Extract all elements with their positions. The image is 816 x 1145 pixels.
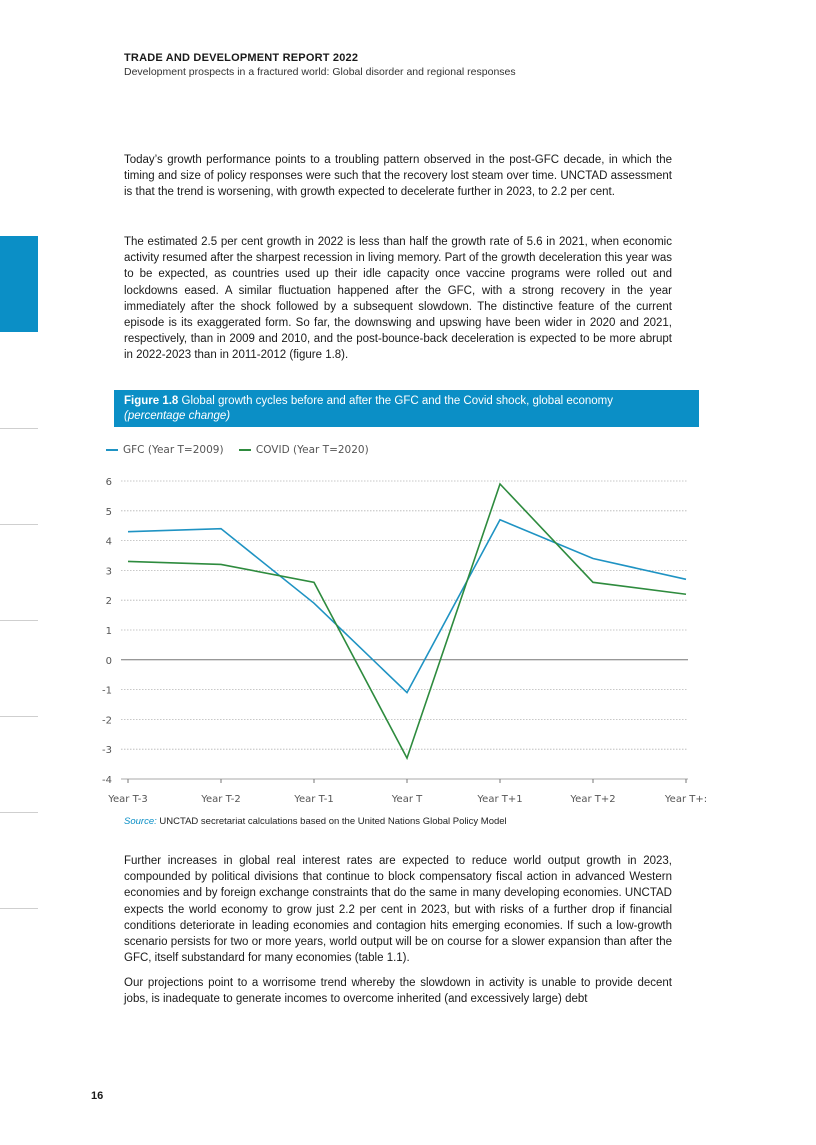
series-line-covid <box>128 484 686 758</box>
y-tick-label: 2 <box>105 596 112 608</box>
y-tick-label: -4 <box>102 775 112 786</box>
body-paragraph: Further increases in global real interest rates are expected to reduce world output growth in 2023, compounded by political divisions that continue to block compensatory fiscal action in advanced Western economies and by foreign exchange constraints that do the same in many developing economies. UNCTAD expects the world economy to grow just 2.2 per cent in 2023, but with risks of a further drop if financial conditions deteriorate in leading economies and contagion hits emerging economies. If such a low-growth scenario persists for two or more years, world output will be on course for a slower expansion than after the GFC, itself substandard for many economies (table 1.1). <box>124 855 672 965</box>
page-number: 16 <box>91 1090 104 1102</box>
y-tick-label: -1 <box>102 685 112 697</box>
side-divider <box>0 908 38 909</box>
legend-label-covid: COVID (Year T=2020) <box>255 444 369 456</box>
x-tick-label: Year T+1 <box>477 794 523 805</box>
body-paragraph: Today’s growth performance points to a troubling pattern observed in the post-GFC decade, in which the timing and size of policy responses were such that the recovery lost steam over time. UNCTAD assessment is that the trend is worsening, with growth expected to decelerate further in 2023, to 2.2 per cent. <box>124 154 672 199</box>
figure-unit: (percentage change) <box>124 410 231 422</box>
side-divider <box>0 812 38 813</box>
figure-label: Figure 1.8 <box>124 395 179 407</box>
body-paragraph: Our projections point to a worrisome trend whereby the slowdown in activity is unable to provide decent jobs, is inadequate to generate incomes to overcome inherited (and excessively large) debt <box>124 977 672 1006</box>
x-tick-label: Year T+: <box>664 794 708 805</box>
x-tick-label: Year T-1 <box>294 794 334 805</box>
x-tick-label: Year T <box>391 794 423 805</box>
figure-title: Global growth cycles before and after the GFC and the Covid shock, global economy <box>178 395 614 407</box>
body-paragraph: The estimated 2.5 per cent growth in 2022 is less than half the growth rate of 5.6 in 2021, when economic activity resumed after the sharpest recession in living memory. Part of the growth deceleration this year was to be expected, as countries used up their idle capacity once vaccine programs were rolled out and lockdowns eased. A similar fluctuation happened after the GFC, with a strong recovery in the year immediately after the shock followed by a subsequent slowdown. The distinctive feature of the current episode is its exaggerated form. So far, the downswing and upswing have been wider in 2020 and 2021, respectively, than in 2009 and 2010, and the post-bounce-back deceleration is expected to be more abrupt in 2022-2023 than in 2011-2012 (figure 1.8). <box>124 236 672 362</box>
x-tick-label: Year T+2 <box>570 794 616 805</box>
y-tick-label: -3 <box>102 745 112 757</box>
report-title: TRADE AND DEVELOPMENT REPORT 2022 <box>124 52 359 64</box>
y-tick-label: 1 <box>105 626 112 637</box>
y-tick-label: 5 <box>105 506 112 518</box>
y-tick-label: 4 <box>105 536 112 548</box>
figure-source <box>124 816 507 827</box>
y-tick-label: 3 <box>105 566 112 578</box>
report-subtitle: Development prospects in a fractured world: Global disorder and regional responses <box>124 66 516 78</box>
source-text: UNCTAD secretariat calculations based on the United Nations Global Policy Model <box>156 816 507 827</box>
y-tick-label: -2 <box>102 715 112 727</box>
x-tick-label: Year T-2 <box>201 794 241 805</box>
x-tick-label: Year T-3 <box>108 794 148 805</box>
source-label: Source: <box>124 816 157 827</box>
y-tick-label: 0 <box>105 655 112 667</box>
legend-label-gfc: GFC (Year T=2009) <box>123 444 224 456</box>
series-line-gfc <box>128 520 686 693</box>
y-tick-label: 6 <box>105 477 112 488</box>
